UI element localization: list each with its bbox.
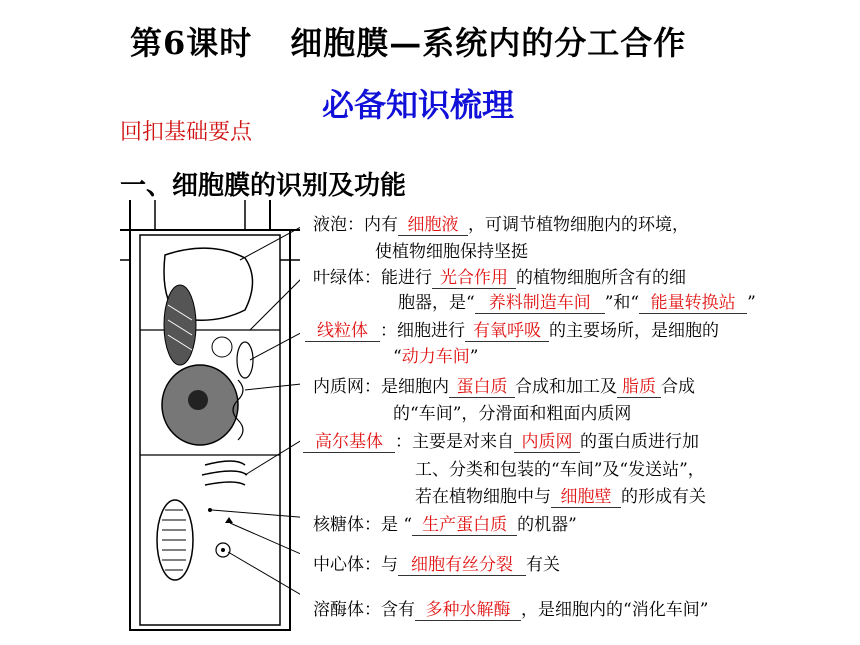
plant-cell-diagram: [120, 200, 300, 640]
answer-chloroplast-1: 光合作用: [432, 263, 516, 289]
item-chloroplast-line2: 胞器，是“ 养料制造车间 ”和“ 能量转换站 ”: [398, 288, 756, 314]
answer-golgi-2: 细胞壁: [551, 482, 621, 508]
answer-chloroplast-2: 养料制造车间: [475, 288, 605, 314]
centrosome-mark: [225, 517, 233, 523]
item-golgi: 高尔基体 ：主要是对来自 内质网 的蛋白质进行加: [303, 427, 699, 453]
answer-er-1: 蛋白质: [449, 372, 515, 398]
section-heading: 一、细胞膜的识别及功能: [120, 171, 407, 201]
answer-chloroplast-3: 能量转换站: [639, 288, 747, 314]
lesson-number: 第6课时: [130, 24, 253, 62]
golgi-lines: [202, 461, 247, 485]
item-chloroplast: 叶绿体：能进行 光合作用 的植物细胞所含有的细: [313, 263, 686, 289]
answer-ribosome: 生产蛋白质: [412, 510, 517, 536]
answer-vacuole: 细胞液: [398, 210, 468, 236]
item-golgi-line3: 若在植物细胞中与 细胞壁 的形成有关: [415, 482, 706, 508]
answer-lysosome: 多种水解酶: [415, 595, 521, 621]
answer-mitochondria-1: 有氧呼吸: [465, 316, 549, 342]
answer-mitochondria-name: 线粒体: [305, 316, 380, 342]
lesson-title: 细胞膜—系统内的分工合作: [290, 24, 687, 62]
answer-golgi-1: 内质网: [514, 427, 580, 453]
page-title: [130, 18, 686, 64]
chloroplast-shape: [164, 285, 196, 365]
item-er-line2: 的“车间”，分滑面和粗面内质网: [393, 404, 632, 424]
item-centrosome: 中心体：与 细胞有丝分裂 有关: [313, 550, 560, 576]
item-ribosome: 核糖体：是 “ 生产蛋白质 的机器”: [313, 510, 577, 536]
small-vesicle: [212, 337, 232, 357]
answer-golgi-name: 高尔基体: [303, 427, 395, 453]
answer-mitochondria-2: 动力车间: [401, 347, 470, 367]
item-vacuole-line2: 使植物细胞保持坚挺: [375, 242, 528, 262]
subtitle: 必备知识梳理: [322, 86, 515, 124]
item-mitochondria: 线粒体 ：细胞进行 有氧呼吸 的主要场所，是细胞的: [305, 316, 719, 342]
item-golgi-line2: 工、分类和包装的“车间”及“发送站”，: [415, 460, 705, 480]
section-label: 回扣基础要点: [120, 120, 253, 145]
item-mitochondria-line2: “动力车间”: [393, 347, 479, 367]
item-er: 内质网：是细胞内 蛋白质 合成和加工及 脂质 合成: [313, 372, 695, 398]
answer-centrosome: 细胞有丝分裂: [398, 550, 526, 576]
answer-er-2: 脂质: [617, 372, 661, 398]
item-vacuole: 液泡：内有 细胞液 ，可调节植物细胞内的环境，: [313, 210, 689, 236]
item-lysosome: 溶酶体：含有 多种水解酶 ，是细胞内的“消化车间”: [313, 595, 708, 621]
ribosome-dot: [208, 508, 212, 512]
